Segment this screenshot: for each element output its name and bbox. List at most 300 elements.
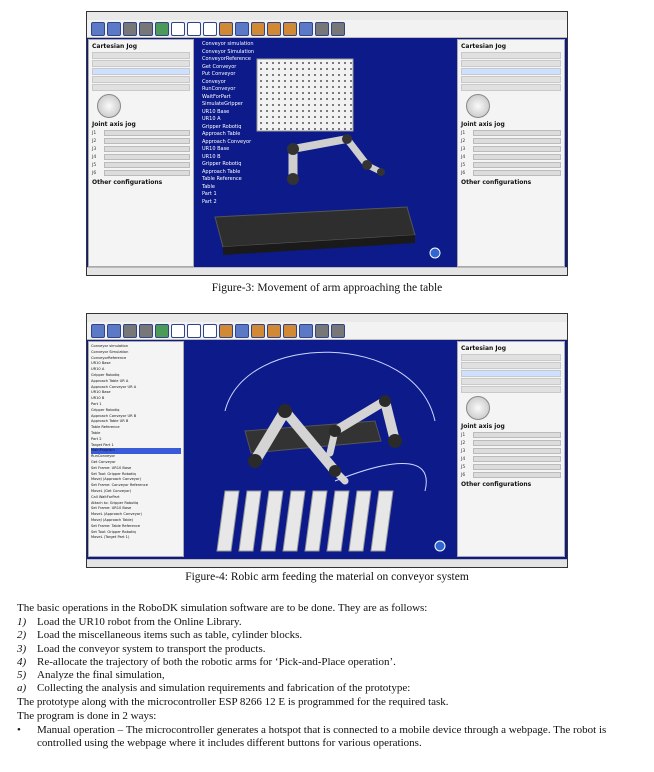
jog-dial[interactable] — [97, 94, 121, 118]
peg-hole — [308, 104, 310, 106]
tool-values-row[interactable] — [92, 84, 190, 91]
tree-item[interactable]: RunConveyor — [202, 86, 236, 92]
peg-hole — [332, 86, 334, 88]
peg-hole — [290, 86, 292, 88]
peg-hole — [302, 86, 304, 88]
peg-hole — [284, 74, 286, 76]
tree-item[interactable]: Part 1 — [91, 401, 102, 406]
peg-hole — [338, 80, 340, 82]
position-row[interactable] — [92, 60, 190, 67]
tree-item[interactable]: MoveL (Get Conveyor) — [91, 488, 132, 493]
play-icon[interactable] — [331, 22, 345, 36]
peg-hole — [320, 62, 322, 64]
tree-item[interactable]: UR10 B — [91, 396, 105, 401]
peg-hole — [260, 116, 262, 118]
peg-hole — [302, 104, 304, 106]
pose-values-row[interactable] — [461, 68, 561, 75]
tree-item[interactable]: MoveJ (Approach Conveyor) — [91, 477, 141, 482]
tree-item[interactable]: Set Tool: Gripper Robotiq — [91, 529, 136, 534]
peg-hole — [278, 62, 280, 64]
figure-4-caption: Figure-4: Robic arm feeding the material on conveyor system — [185, 571, 469, 583]
tree-item[interactable]: MoveL (Target Part 1) — [91, 535, 130, 540]
peg-hole — [260, 62, 262, 64]
peg-hole — [290, 128, 292, 130]
joint-3-jog[interactable]: J3 — [461, 146, 561, 152]
peg-hole — [320, 122, 322, 124]
peg-hole — [344, 86, 346, 88]
peg-hole — [320, 98, 322, 100]
robot-panel-right — [457, 341, 565, 557]
figure-3-screenshot — [86, 11, 568, 276]
peg-hole — [308, 92, 310, 94]
target-icon[interactable] — [219, 22, 233, 36]
peg-hole — [344, 92, 346, 94]
peg-hole — [326, 110, 328, 112]
rotate-icon[interactable] — [203, 324, 217, 338]
peg-hole — [326, 74, 328, 76]
peg-hole — [296, 92, 298, 94]
joint-4-jog[interactable]: J4 — [461, 456, 561, 462]
tool-frame-row[interactable] — [461, 76, 561, 83]
position-row[interactable] — [461, 362, 561, 369]
tree-item[interactable]: SimulateGripper — [202, 101, 243, 107]
joint-3-jog[interactable]: J3 — [461, 448, 561, 454]
peg-hole — [338, 92, 340, 94]
tree-item[interactable]: Put Conveyor — [202, 71, 236, 77]
peg-hole — [260, 122, 262, 124]
peg-hole — [350, 86, 352, 88]
peg-hole — [290, 62, 292, 64]
tree-item[interactable]: Call WaitForPart — [91, 494, 120, 499]
peg-hole — [338, 62, 340, 64]
tree-item[interactable]: MoveJ (Approach Table) — [91, 517, 134, 522]
tree-item[interactable]: Get Conveyor — [202, 63, 237, 70]
peg-hole — [308, 74, 310, 76]
joint-2-jog[interactable]: J2 — [461, 138, 561, 144]
jog-dial[interactable] — [466, 396, 490, 420]
tree-item[interactable]: MoveL (Approach Conveyor) — [91, 512, 142, 517]
toolbar[interactable] — [87, 20, 567, 38]
peg-hole — [296, 62, 298, 64]
other-config-title: Other configurations — [461, 481, 532, 488]
redo-icon[interactable] — [139, 324, 153, 338]
peg-hole — [266, 62, 268, 64]
steps-list — [17, 616, 410, 696]
tree-item[interactable]: UR10 Base — [91, 390, 111, 395]
program-icon[interactable] — [235, 324, 249, 338]
tree-item[interactable]: Approach Table UR A — [91, 378, 129, 383]
tree-item[interactable]: Approach Table UR B — [91, 419, 129, 424]
joint-3-jog[interactable]: J3 — [92, 146, 190, 152]
peg-hole — [332, 68, 334, 70]
step-text: Load the UR10 robot from the Online Library. — [37, 616, 242, 628]
peg-hole — [278, 116, 280, 118]
movej-icon[interactable] — [251, 22, 265, 36]
reference-frame-row[interactable] — [92, 52, 190, 59]
redo-icon[interactable] — [139, 22, 153, 36]
peg-hole — [302, 62, 304, 64]
peg-hole — [302, 122, 304, 124]
step-text: Load the miscellaneous items such as table, cylinder blocks. — [37, 629, 303, 642]
tree-item[interactable]: UR10 Base — [91, 361, 111, 366]
tree-item[interactable]: Target Part 1 — [91, 442, 114, 447]
joint-2-jog[interactable]: J2 — [92, 138, 190, 144]
peg-hole — [332, 62, 334, 64]
tree-item[interactable]: Conveyor — [202, 78, 226, 85]
tree-item[interactable]: RunConveyor — [91, 454, 116, 459]
peg-hole — [344, 62, 346, 64]
peg-hole — [272, 80, 274, 82]
step-text: Re-allocate the trajectory of both the robotic arms for ‘Pick-and-Place operation’. — [37, 655, 396, 668]
peg-hole — [302, 92, 304, 94]
save-icon[interactable] — [107, 324, 121, 338]
step-item — [17, 682, 410, 695]
peg-hole — [278, 80, 280, 82]
view-cube-icon[interactable] — [435, 541, 445, 551]
pallet-slat — [239, 491, 261, 551]
peg-hole — [326, 128, 328, 130]
figure-4-screenshot — [86, 313, 568, 568]
movec-icon[interactable] — [283, 324, 297, 338]
peg-hole — [344, 74, 346, 76]
peg-hole — [350, 104, 352, 106]
tree-item[interactable]: Conveyor simulation — [91, 344, 129, 348]
tree-item[interactable]: UR10 Base — [202, 146, 230, 152]
peg-hole — [260, 92, 262, 94]
peg-hole — [266, 116, 268, 118]
panel-title: Cartesian Jog — [92, 43, 138, 50]
tree-item[interactable]: Conveyor simulation — [202, 41, 254, 47]
movel-icon[interactable] — [267, 324, 281, 338]
peg-hole — [344, 98, 346, 100]
peg-hole — [314, 74, 316, 76]
movec-icon[interactable] — [283, 22, 297, 36]
peg-hole — [326, 62, 328, 64]
peg-hole — [350, 74, 352, 76]
tree-item[interactable]: Approach Table — [202, 131, 241, 137]
peg-hole — [350, 98, 352, 100]
tree-item[interactable]: Set Frame: UR10 Base — [91, 465, 132, 470]
peg-hole — [290, 110, 292, 112]
3d-view[interactable] — [197, 39, 453, 267]
3d-view[interactable] — [185, 341, 453, 557]
tree-item[interactable]: Part 1 — [202, 191, 217, 197]
peg-hole — [296, 68, 298, 70]
pose-values-row[interactable] — [461, 370, 561, 377]
menu-bar[interactable] — [87, 12, 567, 20]
peg-hole — [344, 104, 346, 106]
tree-item[interactable]: Gripper Robotiq — [202, 123, 242, 130]
tree-item[interactable]: WaitForPart — [202, 93, 231, 100]
move-icon[interactable] — [187, 22, 201, 36]
peg-hole — [290, 116, 292, 118]
pose-values-row[interactable] — [92, 68, 190, 75]
tree-item[interactable]: UR10 A — [91, 367, 105, 372]
info-icon[interactable] — [299, 22, 313, 36]
peg-hole — [338, 86, 340, 88]
peg-hole — [272, 110, 274, 112]
peg-hole — [278, 104, 280, 106]
tree-item[interactable]: Approach Conveyor UR A — [91, 384, 137, 389]
tree-item[interactable]: Part 2 — [91, 436, 102, 441]
tree-item[interactable]: UR10 Base — [202, 108, 230, 115]
peg-hole — [278, 86, 280, 88]
pallet-slat — [327, 491, 349, 551]
pallet-slat — [349, 491, 371, 551]
step-item — [17, 669, 410, 682]
peg-hole — [314, 98, 316, 100]
figure-3-caption: Figure-3: Movement of arm approaching the table — [211, 282, 443, 294]
tree-item[interactable]: UR10 B — [202, 153, 221, 160]
joint-6-jog[interactable]: J6 — [461, 472, 561, 478]
panel-title: Cartesian Jog — [461, 43, 507, 50]
tree-item[interactable]: Table — [91, 430, 101, 435]
joint-2-jog[interactable]: J2 — [461, 440, 561, 446]
tree-item[interactable]: Approach Conveyor UR B — [91, 413, 137, 418]
peg-hole — [266, 128, 268, 130]
step-text: Load the conveyor system to transport the products. — [37, 642, 266, 655]
info-icon[interactable] — [299, 324, 313, 338]
peg-hole — [266, 68, 268, 70]
program-ways-paragraph: The program is done in 2 ways: — [17, 710, 157, 722]
peg-hole — [272, 68, 274, 70]
open-icon[interactable] — [91, 324, 105, 338]
peg-hole — [308, 116, 310, 118]
joint-1-jog[interactable]: J1 — [92, 130, 190, 136]
toolbar[interactable] — [87, 322, 567, 340]
peg-hole — [332, 74, 334, 76]
add-robot-icon[interactable] — [155, 324, 169, 338]
rotate-icon[interactable] — [203, 22, 217, 36]
peg-hole — [284, 110, 286, 112]
tree-item[interactable]: Set Frame: Table Reference — [91, 523, 141, 528]
peg-hole — [326, 92, 328, 94]
tool-values-row[interactable] — [461, 386, 561, 393]
status-bar — [87, 267, 567, 275]
tree-item[interactable]: Gripper Robotiq — [202, 161, 242, 167]
other-config-title: Other configurations — [461, 179, 532, 186]
tree-item[interactable]: ConveyorReference — [202, 56, 252, 62]
undo-icon[interactable] — [123, 22, 137, 36]
movel-icon[interactable] — [267, 22, 281, 36]
peg-hole — [350, 116, 352, 118]
peg-hole — [296, 98, 298, 100]
tree-item[interactable]: Set Tool: Gripper Robotiq — [91, 471, 136, 476]
select-icon[interactable] — [171, 22, 185, 36]
pause-icon[interactable] — [315, 22, 329, 36]
peg-hole — [266, 104, 268, 106]
position-row[interactable] — [461, 60, 561, 67]
prototype-paragraph: The prototype along with the microcontroller ESP 8266 12 E is programmed for the required task. — [17, 696, 449, 708]
joint-5-jog[interactable]: J5 — [92, 162, 190, 168]
peg-hole — [332, 80, 334, 82]
peg-hole — [266, 80, 268, 82]
peg-hole — [320, 80, 322, 82]
tree-item[interactable]: Conveyor Simulation — [202, 48, 255, 55]
robot-panel-left — [88, 39, 194, 267]
tree-item[interactable]: Gripper Robotiq — [91, 372, 120, 377]
peg-hole — [320, 110, 322, 112]
peg-hole — [296, 86, 298, 88]
peg-hole — [326, 80, 328, 82]
station-tree[interactable] — [88, 341, 184, 557]
joint-jog-title: Joint axis jog — [461, 121, 505, 128]
peg-hole — [260, 68, 262, 70]
peg-hole — [332, 110, 334, 112]
peg-hole — [272, 116, 274, 118]
select-icon[interactable] — [171, 324, 185, 338]
joint-5-jog[interactable]: J5 — [461, 464, 561, 470]
open-icon[interactable] — [91, 22, 105, 36]
tree-item[interactable]: Approach Table — [202, 168, 241, 175]
pallet-slat — [217, 491, 239, 551]
pallet — [217, 491, 393, 551]
peg-hole — [332, 92, 334, 94]
pallet-slat — [371, 491, 393, 551]
peg-hole — [314, 86, 316, 88]
save-icon[interactable] — [107, 22, 121, 36]
peg-hole — [290, 92, 292, 94]
joint-5-jog[interactable]: J5 — [461, 162, 561, 168]
tool-frame-row[interactable] — [92, 76, 190, 83]
joint-6-jog[interactable]: J6 — [461, 170, 561, 176]
peg-hole — [302, 128, 304, 130]
peg-hole — [320, 128, 322, 130]
peg-hole — [344, 116, 346, 118]
tree-item[interactable]: Table Reference — [202, 176, 242, 182]
tree-item[interactable]: Table — [202, 183, 215, 190]
peg-hole — [296, 122, 298, 124]
tree-item[interactable]: Part 2 — [202, 198, 217, 205]
peg-hole — [284, 92, 286, 94]
move-icon[interactable] — [187, 324, 201, 338]
tree-item[interactable]: MainProgram — [91, 448, 181, 454]
peg-hole — [320, 74, 322, 76]
peg-hole — [296, 116, 298, 118]
peg-hole — [296, 80, 298, 82]
peg-hole — [350, 62, 352, 64]
step-number: a) — [17, 682, 27, 695]
peg-hole — [266, 122, 268, 124]
peg-hole — [260, 110, 262, 112]
joint-jog-title: Joint axis jog — [461, 423, 505, 430]
movej-icon[interactable] — [251, 324, 265, 338]
step-item — [17, 643, 410, 656]
reference-frame-row[interactable] — [461, 354, 561, 361]
peg-hole — [326, 122, 328, 124]
peg-hole — [284, 128, 286, 130]
peg-hole — [278, 92, 280, 94]
peg-hole — [290, 104, 292, 106]
peg-hole — [344, 68, 346, 70]
joint-jog-title: Joint axis jog — [92, 121, 136, 128]
peg-hole — [308, 62, 310, 64]
peg-hole — [314, 122, 316, 124]
joint-6-jog[interactable]: J6 — [92, 170, 190, 176]
joint-1-jog[interactable]: J1 — [461, 432, 561, 438]
peg-hole — [326, 86, 328, 88]
peg-hole — [272, 128, 274, 130]
status-bar — [87, 559, 567, 567]
joint-4-jog[interactable]: J4 — [461, 154, 561, 160]
pause-icon[interactable] — [315, 324, 329, 338]
peg-hole — [266, 74, 268, 76]
tree-item[interactable]: Get Conveyor — [91, 459, 116, 464]
pallet-slat — [305, 491, 327, 551]
tree-item[interactable]: Gripper Robotiq — [91, 407, 120, 412]
peg-hole — [338, 110, 340, 112]
robot-panel-right — [457, 39, 565, 267]
peg-hole — [284, 68, 286, 70]
tool-values-row[interactable] — [461, 84, 561, 91]
target-icon[interactable] — [219, 324, 233, 338]
peg-hole — [284, 98, 286, 100]
tree-item[interactable]: Attach to: Gripper Robotiq — [91, 500, 139, 505]
view-cube-icon[interactable] — [430, 248, 440, 258]
undo-icon[interactable] — [123, 324, 137, 338]
peg-hole — [302, 110, 304, 112]
tool-frame-row[interactable] — [461, 378, 561, 385]
program-icon[interactable] — [235, 22, 249, 36]
tree-item[interactable]: Table Reference — [91, 425, 120, 430]
tree-item[interactable]: UR10 A — [202, 116, 221, 122]
peg-hole — [302, 98, 304, 100]
peg-hole — [308, 80, 310, 82]
peg-hole — [266, 110, 268, 112]
peg-hole — [314, 128, 316, 130]
other-config-title: Other configurations — [92, 179, 163, 186]
peg-hole — [314, 80, 316, 82]
peg-hole — [344, 128, 346, 130]
reference-frame-row[interactable] — [461, 52, 561, 59]
joint-4-jog[interactable]: J4 — [92, 154, 190, 160]
peg-hole — [278, 98, 280, 100]
play-icon[interactable] — [331, 324, 345, 338]
menu-bar[interactable] — [87, 314, 567, 322]
tree-item[interactable]: Set Frame: UR10 Base — [91, 506, 132, 511]
peg-hole — [308, 98, 310, 100]
add-robot-icon[interactable] — [155, 22, 169, 36]
peg-hole — [290, 122, 292, 124]
peg-hole — [350, 110, 352, 112]
peg-hole — [260, 74, 262, 76]
peg-hole — [320, 104, 322, 106]
jog-dial[interactable] — [466, 94, 490, 118]
tree-item[interactable]: Approach Conveyor — [202, 138, 252, 145]
peg-hole — [314, 68, 316, 70]
pallet-slat — [283, 491, 305, 551]
tree-item[interactable]: ConveyorReference — [91, 355, 127, 360]
peg-hole — [338, 104, 340, 106]
tree-item[interactable]: Set Frame: Conveyor Reference — [91, 483, 148, 488]
peg-hole — [350, 92, 352, 94]
peg-hole — [290, 74, 292, 76]
peg-hole — [296, 128, 298, 130]
peg-hole — [320, 92, 322, 94]
peg-hole — [308, 128, 310, 130]
peg-hole — [272, 74, 274, 76]
peg-hole — [260, 86, 262, 88]
peg-hole — [314, 116, 316, 118]
peg-hole — [284, 104, 286, 106]
step-number: 3) — [17, 642, 27, 655]
peg-hole — [332, 116, 334, 118]
joint-1-jog[interactable]: J1 — [461, 130, 561, 136]
tree-item[interactable]: Conveyor Simulation — [91, 349, 129, 354]
peg-hole — [314, 92, 316, 94]
peg-hole — [338, 128, 340, 130]
peg-hole — [350, 80, 352, 82]
